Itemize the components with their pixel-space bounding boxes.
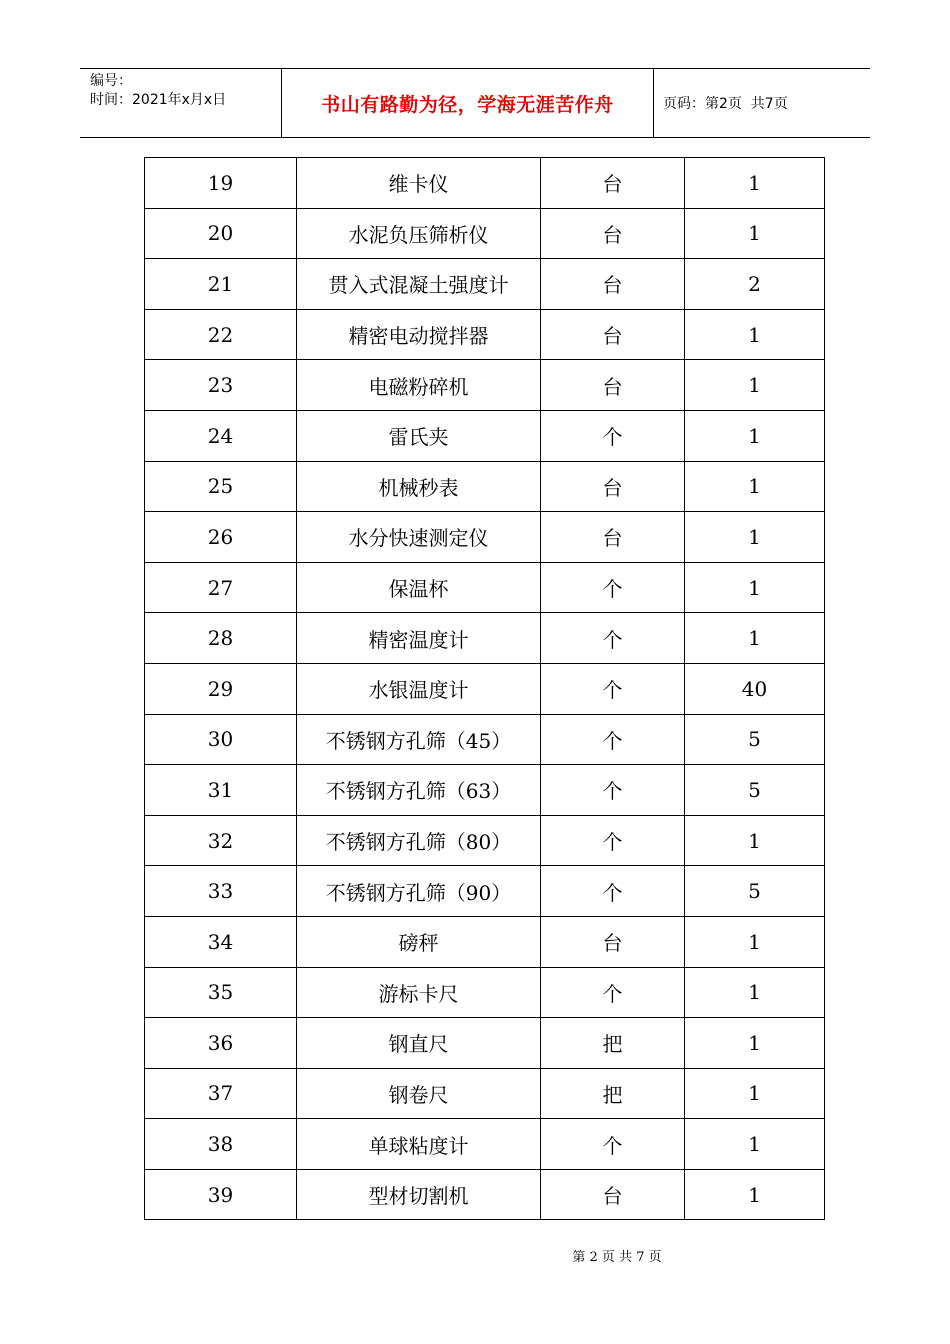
quantity-cell: 1 [685,512,825,563]
quantity-cell: 1 [685,1018,825,1069]
table-row [145,208,825,259]
unit-cell: 个 [541,613,685,664]
row-number-cell: 34 [145,916,297,967]
item-name-cell: 游标卡尺 [297,967,541,1018]
table-row [145,613,825,664]
table-row [145,309,825,360]
item-name-cell: 不锈钢方孔筛（45） [297,714,541,765]
equipment-table-wrapper [144,157,825,1220]
table-row [145,360,825,411]
row-number-cell: 30 [145,714,297,765]
unit-cell: 个 [541,663,685,714]
quantity-cell: 1 [685,613,825,664]
row-number-cell: 32 [145,815,297,866]
item-name-cell: 雷氏夹 [297,410,541,461]
item-name-cell: 钢卷尺 [297,1068,541,1119]
unit-cell: 台 [541,309,685,360]
row-number-cell: 22 [145,309,297,360]
table-row [145,410,825,461]
unit-cell: 个 [541,562,685,613]
row-number-cell: 26 [145,512,297,563]
item-name-cell: 维卡仪 [297,158,541,209]
unit-cell: 把 [541,1068,685,1119]
quantity-cell: 1 [685,158,825,209]
row-number-cell: 23 [145,360,297,411]
equipment-table [144,157,825,1220]
item-name-cell: 贯入式混凝土强度计 [297,259,541,310]
row-number-cell: 33 [145,866,297,917]
unit-cell: 个 [541,967,685,1018]
unit-cell: 个 [541,866,685,917]
item-name-cell: 保温杯 [297,562,541,613]
quantity-cell: 5 [685,866,825,917]
table-row [145,512,825,563]
row-number-cell: 36 [145,1018,297,1069]
table-row [145,714,825,765]
row-number-cell: 24 [145,410,297,461]
item-name-cell: 机械秒表 [297,461,541,512]
unit-cell: 个 [541,815,685,866]
quantity-cell: 5 [685,714,825,765]
header-motto: 书山有路勤为径，学海无涯苦作舟 [282,69,654,137]
item-name-cell: 电磁粉碎机 [297,360,541,411]
item-name-cell: 不锈钢方孔筛（63） [297,765,541,816]
time-label: 时间：2021年x月x日 [90,92,227,108]
item-name-cell: 单球粘度计 [297,1119,541,1170]
table-row [145,562,825,613]
unit-cell: 台 [541,916,685,967]
quantity-cell: 1 [685,309,825,360]
item-name-cell: 水银温度计 [297,663,541,714]
row-number-cell: 28 [145,613,297,664]
table-row [145,1119,825,1170]
item-name-cell: 不锈钢方孔筛（80） [297,815,541,866]
equipment-table-body [145,158,825,1220]
unit-cell: 台 [541,461,685,512]
table-row [145,663,825,714]
page-footer [0,1246,950,1265]
table-row [145,765,825,816]
quantity-cell: 1 [685,410,825,461]
table-row [145,461,825,512]
unit-cell: 台 [541,360,685,411]
table-row [145,967,825,1018]
row-number-cell: 38 [145,1119,297,1170]
item-name-cell: 磅秤 [297,916,541,967]
unit-cell: 把 [541,1018,685,1069]
row-number-cell: 19 [145,158,297,209]
item-name-cell: 钢直尺 [297,1018,541,1069]
page-info-text: 页码：第2页 共7页 [663,96,788,112]
row-number-cell: 31 [145,765,297,816]
unit-cell: 个 [541,1119,685,1170]
unit-cell: 个 [541,765,685,816]
unit-cell: 个 [541,410,685,461]
quantity-cell: 5 [685,765,825,816]
quantity-cell: 1 [685,461,825,512]
quantity-cell: 1 [685,967,825,1018]
footer-page-number: 第 2 页 共 7 页 [572,1250,662,1265]
quantity-cell: 1 [685,1169,825,1220]
row-number-cell: 21 [145,259,297,310]
item-name-cell: 精密温度计 [297,613,541,664]
quantity-cell: 1 [685,916,825,967]
table-row [145,815,825,866]
table-row [145,259,825,310]
quantity-cell: 1 [685,1119,825,1170]
quantity-cell: 1 [685,208,825,259]
unit-cell: 个 [541,714,685,765]
quantity-cell: 1 [685,562,825,613]
number-label: 编号： [90,73,132,89]
row-number-cell: 27 [145,562,297,613]
table-row [145,158,825,209]
unit-cell: 台 [541,259,685,310]
item-name-cell: 水泥负压筛析仪 [297,208,541,259]
row-number-cell: 35 [145,967,297,1018]
row-number-cell: 39 [145,1169,297,1220]
table-row [145,866,825,917]
item-name-cell: 精密电动搅拌器 [297,309,541,360]
page-header [80,68,870,138]
item-name-cell: 型材切割机 [297,1169,541,1220]
header-meta [80,69,282,137]
row-number-cell: 37 [145,1068,297,1119]
item-name-cell: 水分快速测定仪 [297,512,541,563]
header-page-info [663,69,788,137]
unit-cell: 台 [541,208,685,259]
table-row [145,1169,825,1220]
quantity-cell: 2 [685,259,825,310]
table-row [145,1068,825,1119]
unit-cell: 台 [541,158,685,209]
quantity-cell: 1 [685,1068,825,1119]
row-number-cell: 20 [145,208,297,259]
unit-cell: 台 [541,512,685,563]
table-row [145,1018,825,1069]
unit-cell: 台 [541,1169,685,1220]
row-number-cell: 29 [145,663,297,714]
row-number-cell: 25 [145,461,297,512]
quantity-cell: 40 [685,663,825,714]
quantity-cell: 1 [685,815,825,866]
item-name-cell: 不锈钢方孔筛（90） [297,866,541,917]
table-row [145,916,825,967]
quantity-cell: 1 [685,360,825,411]
